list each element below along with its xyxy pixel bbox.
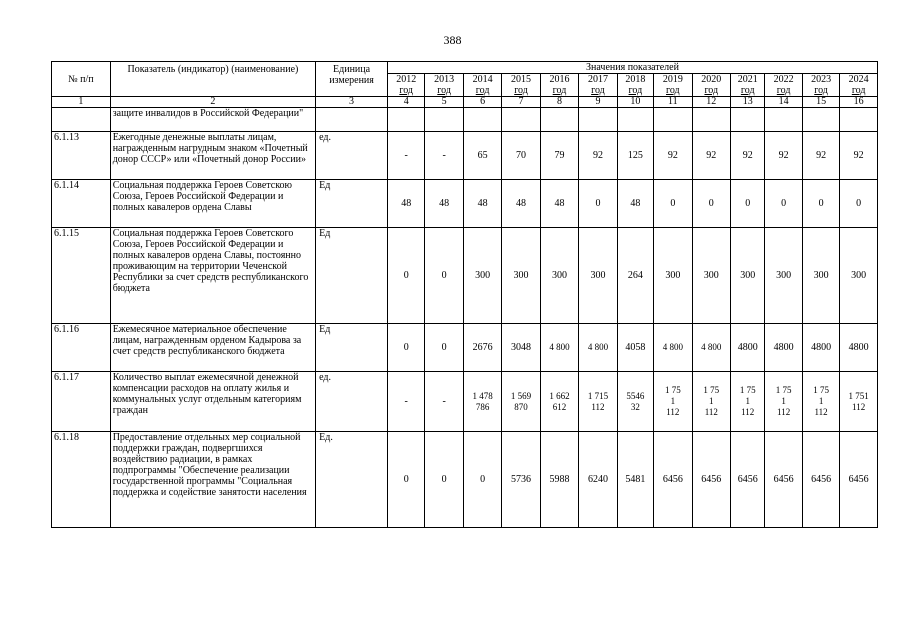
- table-row: [52, 228, 878, 324]
- indicator-name: Предоставление отдельных мер социальной поддержки граждан, подвергшихся воздействию радиации, в рамках подпрограммы "Обеспечение реализации государственной программы "Социальная поддержка и содействие занятости населения: [110, 432, 315, 528]
- value-line: 1 75: [739, 385, 756, 395]
- value-cell: 92: [802, 132, 839, 180]
- row-number: 6.1.15: [52, 228, 111, 324]
- year-label: 2012: [396, 74, 417, 85]
- column-index: 10: [617, 97, 653, 108]
- year-label: 2017: [587, 74, 608, 85]
- header-year-2016: [540, 74, 578, 97]
- indicator-name: Ежемесячное материальное обеспечение лицам, награжденным орденом Кадырова за счет средств республиканского бюджета: [110, 324, 315, 372]
- value-cell: [840, 108, 878, 132]
- value-line: 1 478: [472, 390, 493, 401]
- column-index-row: [52, 97, 878, 108]
- value-cell: [387, 108, 424, 132]
- value-line: 612: [552, 401, 567, 412]
- value-cell: 0: [425, 432, 463, 528]
- value-cell: 0: [387, 228, 424, 324]
- value-cell: 92: [654, 132, 692, 180]
- value-cell: [540, 372, 578, 432]
- value-cell: 0: [765, 180, 802, 228]
- page-number: 388: [443, 33, 462, 47]
- value-cell: 300: [731, 228, 765, 324]
- header-year-2022: [765, 74, 802, 97]
- value-line: 1 75: [775, 385, 792, 395]
- year-label: 2020: [701, 74, 722, 85]
- header-year-2024: [840, 74, 878, 97]
- value-line: -: [404, 396, 408, 407]
- column-index: 2: [110, 97, 315, 108]
- value-line: 112: [591, 401, 605, 412]
- unit-of-measure: ед.: [316, 372, 388, 432]
- value-cell: 300: [692, 228, 730, 324]
- value-line: 1 751: [848, 390, 869, 401]
- value-line: 1 569: [510, 390, 532, 401]
- value-cell: 264: [617, 228, 653, 324]
- value-line: 1: [709, 396, 714, 406]
- value-line: 1: [781, 396, 786, 406]
- header-year-2019: [654, 74, 692, 97]
- header-year-2012: [387, 74, 424, 97]
- value-cell: 0: [731, 180, 765, 228]
- value-cell: 70: [502, 132, 540, 180]
- row-number: 6.1.13: [52, 132, 111, 180]
- year-word: год: [514, 85, 528, 96]
- year-word: год: [591, 85, 605, 96]
- value-cell: [387, 372, 424, 432]
- value-cell: 0: [425, 228, 463, 324]
- unit-of-measure: Ед: [316, 228, 388, 324]
- value-cell: 6456: [692, 432, 730, 528]
- value-cell: 48: [387, 180, 424, 228]
- value-cell: [502, 108, 540, 132]
- year-label: 2014: [472, 74, 493, 85]
- column-index: 8: [540, 97, 578, 108]
- value-line: -: [442, 396, 446, 407]
- value-cell: [502, 372, 540, 432]
- table-row: [52, 180, 878, 228]
- row-number: 6.1.17: [52, 372, 111, 432]
- value-line: 1 662: [549, 390, 570, 401]
- unit-of-measure: Ед: [316, 180, 388, 228]
- header-indicator: Показатель (индикатор) (наименование): [110, 62, 315, 97]
- year-word: год: [628, 85, 643, 96]
- value-cell: 4 800: [692, 324, 730, 372]
- value-cell: -: [387, 132, 424, 180]
- column-index: 6: [463, 97, 501, 108]
- value-cell: 79: [540, 132, 578, 180]
- value-line: 32: [630, 401, 640, 412]
- value-cell: 48: [540, 180, 578, 228]
- value-cell: [654, 108, 692, 132]
- column-index: 5: [425, 97, 463, 108]
- row-number: 6.1.18: [52, 432, 111, 528]
- value-cell: 6240: [579, 432, 617, 528]
- value-line: 5546: [626, 390, 645, 401]
- value-cell: 3048: [502, 324, 540, 372]
- value-cell: [540, 108, 578, 132]
- value-cell: 92: [692, 132, 730, 180]
- value-line: 1 75: [813, 385, 829, 395]
- column-index: 4: [387, 97, 424, 108]
- column-index: 7: [502, 97, 540, 108]
- value-line: 1: [745, 396, 750, 406]
- value-cell: 5988: [540, 432, 578, 528]
- value-cell: [692, 108, 730, 132]
- value-cell: [731, 108, 765, 132]
- value-cell: [463, 108, 501, 132]
- year-word: год: [740, 85, 755, 96]
- value-line: 786: [475, 401, 490, 412]
- value-line: 1 75: [664, 385, 681, 395]
- column-index: 1: [52, 97, 111, 108]
- value-cell: [802, 108, 839, 132]
- year-label: 2022: [773, 74, 794, 85]
- unit-of-measure: Ед.: [316, 432, 388, 528]
- column-index: 15: [802, 97, 839, 108]
- value-cell: [692, 372, 730, 432]
- value-cell: 300: [654, 228, 692, 324]
- header-year-2015: [502, 74, 540, 97]
- value-cell: 92: [840, 132, 878, 180]
- value-cell: 4 800: [579, 324, 617, 372]
- year-label: 2023: [811, 74, 832, 85]
- row-number: 6.1.16: [52, 324, 111, 372]
- year-label: 2016: [549, 74, 570, 85]
- value-cell: 92: [731, 132, 765, 180]
- value-cell: [802, 372, 839, 432]
- table-row: [52, 108, 878, 132]
- value-cell: 0: [840, 180, 878, 228]
- value-cell: 6456: [765, 432, 802, 528]
- value-cell: [765, 372, 802, 432]
- value-cell: 48: [463, 180, 501, 228]
- value-line: 112: [852, 401, 866, 412]
- header-year-2021: [731, 74, 765, 97]
- header-values-title: Значения показателей: [387, 62, 877, 74]
- value-cell: 0: [654, 180, 692, 228]
- year-label: 2024: [848, 74, 869, 85]
- column-index: 3: [316, 97, 388, 108]
- value-cell: [425, 108, 463, 132]
- unit-of-measure: [316, 108, 388, 132]
- table-row: [52, 432, 878, 528]
- value-cell: [731, 372, 765, 432]
- year-word: год: [814, 85, 828, 96]
- column-index: 11: [654, 97, 692, 108]
- year-word: год: [552, 85, 567, 96]
- row-number: [52, 108, 111, 132]
- value-cell: 300: [802, 228, 839, 324]
- value-cell: 125: [617, 132, 653, 180]
- column-index: 14: [765, 97, 802, 108]
- value-line: 112: [741, 407, 755, 417]
- header-year-2014: [463, 74, 501, 97]
- value-cell: [579, 108, 617, 132]
- value-cell: 5736: [502, 432, 540, 528]
- year-word: год: [475, 85, 490, 96]
- table-body: [52, 108, 878, 528]
- table-row: [52, 372, 878, 432]
- value-cell: 92: [765, 132, 802, 180]
- year-word: год: [704, 85, 719, 96]
- value-cell: 0: [425, 324, 463, 372]
- indicator-name: Ежегодные денежные выплаты лицам, награжденным нагрудным знаком «Почетный донор СССР» или «Почетный донор России»: [110, 132, 315, 180]
- year-label: 2021: [737, 74, 758, 85]
- value-line: 1 75: [703, 385, 720, 395]
- value-cell: [425, 372, 463, 432]
- header-year-2020: [692, 74, 730, 97]
- indicator-name: Социальная поддержка Героев Советскою Союза, Героев Российской Федерации и полных кавалеров ордена Славы: [110, 180, 315, 228]
- value-cell: 4058: [617, 324, 653, 372]
- value-cell: [654, 372, 692, 432]
- value-cell: [617, 372, 653, 432]
- value-cell: 4800: [802, 324, 839, 372]
- value-cell: 0: [579, 180, 617, 228]
- value-line: 1: [670, 396, 676, 406]
- value-cell: 300: [765, 228, 802, 324]
- value-line: 112: [666, 407, 680, 417]
- unit-of-measure: Ед: [316, 324, 388, 372]
- value-line: 1 715: [587, 390, 609, 401]
- year-label: 2013: [434, 74, 455, 85]
- value-cell: 48: [425, 180, 463, 228]
- value-cell: 300: [463, 228, 501, 324]
- value-cell: 4 800: [654, 324, 692, 372]
- unit-of-measure: ед.: [316, 132, 388, 180]
- value-cell: 48: [502, 180, 540, 228]
- value-cell: [617, 108, 653, 132]
- value-cell: 92: [579, 132, 617, 180]
- value-cell: 2676: [463, 324, 501, 372]
- year-label: 2018: [625, 74, 646, 85]
- indicator-name: защите инвалидов в Российской Федерации": [110, 108, 315, 132]
- value-cell: 0: [692, 180, 730, 228]
- value-cell: 6456: [802, 432, 839, 528]
- value-cell: 6456: [654, 432, 692, 528]
- header-year-2017: [579, 74, 617, 97]
- value-cell: 300: [840, 228, 878, 324]
- value-cell: 300: [502, 228, 540, 324]
- indicator-name: Количество выплат ежемесячной денежной компенсации расходов на оплату жилья и коммунальных услуг отдельным категориям граждан: [110, 372, 315, 432]
- header-num: № п/п: [52, 62, 111, 97]
- table-row: [52, 132, 878, 180]
- value-cell: 4800: [765, 324, 802, 372]
- indicator-name: Социальная поддержка Героев Советского Союза, Героев Российской Федерации и полных кавалеров ордена Славы, постоянно проживающим на территории Чеченской Республики за счет средств республиканского бюджета: [110, 228, 315, 324]
- value-cell: 65: [463, 132, 501, 180]
- column-index: 16: [840, 97, 878, 108]
- header-year-2023: [802, 74, 839, 97]
- value-cell: 6456: [840, 432, 878, 528]
- value-cell: 5481: [617, 432, 653, 528]
- value-cell: 48: [617, 180, 653, 228]
- year-label: 2015: [511, 74, 532, 85]
- value-line: 1: [818, 396, 824, 406]
- header-unit: Единица измерения: [316, 62, 388, 97]
- value-cell: -: [425, 132, 463, 180]
- value-cell: 300: [540, 228, 578, 324]
- value-cell: 6456: [731, 432, 765, 528]
- table-row: [52, 324, 878, 372]
- value-cell: [579, 372, 617, 432]
- header-year-2013: [425, 74, 463, 97]
- year-word: год: [776, 85, 791, 96]
- table-header: [52, 62, 878, 108]
- value-cell: 300: [579, 228, 617, 324]
- value-cell: 0: [802, 180, 839, 228]
- value-cell: [765, 108, 802, 132]
- value-cell: 4 800: [540, 324, 578, 372]
- value-cell: [463, 372, 501, 432]
- column-index: 9: [579, 97, 617, 108]
- value-line: 112: [704, 407, 718, 417]
- value-cell: 4800: [731, 324, 765, 372]
- value-cell: 4800: [840, 324, 878, 372]
- value-cell: 0: [387, 324, 424, 372]
- year-word: год: [399, 85, 414, 96]
- year-word: год: [851, 85, 866, 96]
- year-label: 2019: [662, 74, 683, 85]
- value-cell: 0: [463, 432, 501, 528]
- value-cell: 0: [387, 432, 424, 528]
- year-word: год: [665, 85, 680, 96]
- row-number: 6.1.14: [52, 180, 111, 228]
- value-line: 112: [814, 407, 828, 417]
- column-index: 12: [692, 97, 730, 108]
- value-line: 870: [514, 401, 528, 412]
- year-word: год: [437, 85, 451, 96]
- value-line: 112: [777, 407, 791, 417]
- indicators-table: [51, 61, 878, 528]
- value-cell: [840, 372, 878, 432]
- header-year-2018: [617, 74, 653, 97]
- column-index: 13: [731, 97, 765, 108]
